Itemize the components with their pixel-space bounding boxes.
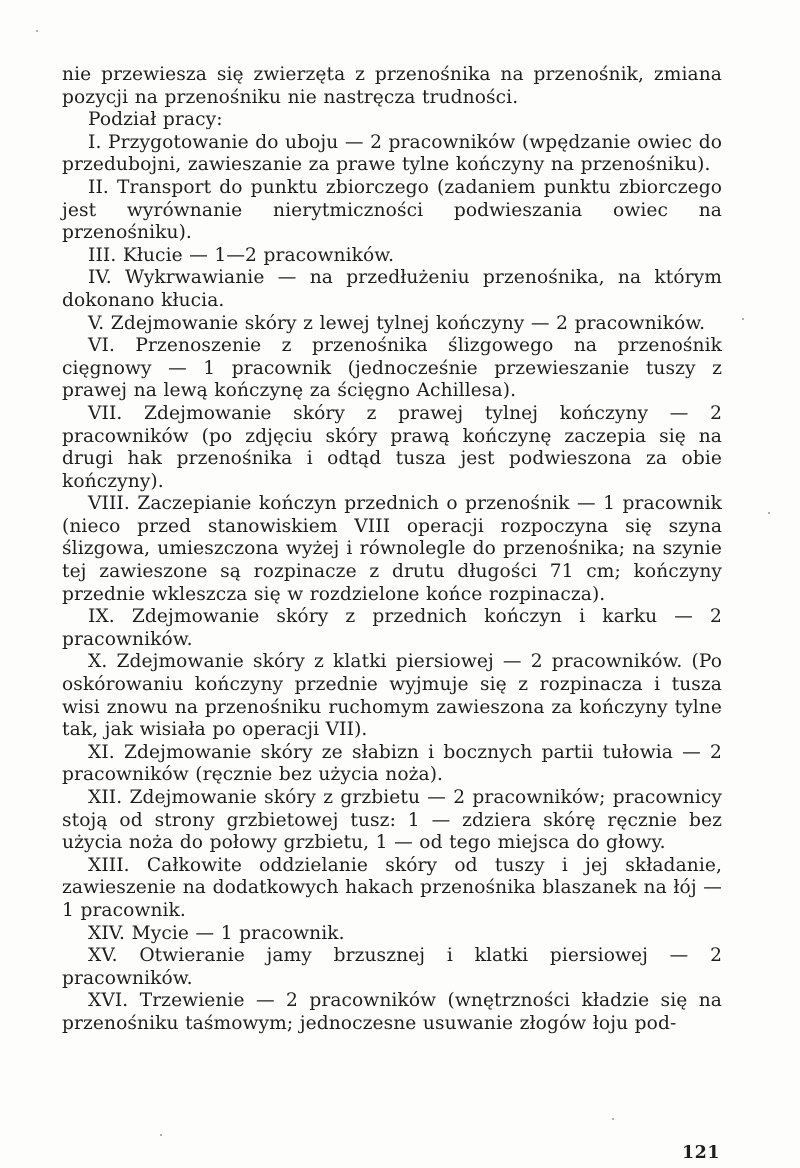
page-body — [62, 64, 722, 1036]
paragraph-step-12: XII. Zdejmowanie skóry z grzbietu — 2 pracowników; pracownicy stoją od strony grzbietowej tusz: 1 — zdziera skórę ręcznie bez użycia noża do połowy grzbietu, 1 — od tego miejsca do głowy. — [62, 787, 722, 854]
paragraph-continuation: nie przewiesza się zwierzęta z przenośnika na przenośnik, zmiana pozycji na przenośniku nie nastręcza trudności. — [62, 64, 722, 108]
paragraph-work-division: Podział pracy: — [88, 109, 223, 131]
paragraph-step-16: XVI. Trzewienie — 2 pracowników (wnętrzności kładzie się na przenośniku taśmowym; jednoczesne usuwanie złogów łoju pod- — [62, 990, 722, 1034]
paper-speck — [36, 30, 38, 32]
paragraph-step-14: XIV. Mycie — 1 pracownik. — [88, 922, 345, 944]
paragraph-step-6: VI. Przenoszenie z przenośnika ślizgowego na przenośnik cięgnowy — 1 pracownik (jednocześnie przewieszanie tuszy z prawej na lewą kończynę za ścięgno Achillesa). — [62, 335, 722, 402]
paper-speck — [768, 512, 770, 514]
paragraph-step-15: XV. Otwieranie jamy brzusznej i klatki piersiowej — 2 pracowników. — [62, 945, 722, 989]
paper-speck — [160, 1134, 162, 1136]
paragraph-step-3: III. Kłucie — 1—2 pracowników. — [88, 244, 395, 266]
paragraph-step-10: X. Zdejmowanie skóry z klatki piersiowej — 2 pracowników. (Po oskórowaniu kończyny przednie wyjmuje się z rozpinacza i tusza wisi znowu na przenośniku ruchomym zawieszona za kończyny tylne tak, jak wisiała po operacji VII). — [62, 651, 722, 741]
paragraph-step-2: II. Transport do punktu zbiorczego (zadaniem punktu zbiorczego jest wyrównanie nierytmiczności podwieszania owiec na przenośniku). — [62, 176, 722, 244]
paper-speck — [742, 318, 744, 320]
paragraph-step-8: VIII. Zaczepianie kończyn przednich o przenośnik — 1 pracownik (nieco przed stanowiskiem VIII operacji rozpoczyna się szyna ślizgowa, umieszczona wyżej i równolegle do przenośnika; na szynie tej zawieszone są rozpinacze z drutu długości 71 cm; kończyny przednie wkleszcza się w rozdzielone końce rozpinacza). — [62, 493, 722, 605]
paragraph-step-5: V. Zdejmowanie skóry z lewej tylnej kończyny — 2 pracowników. — [88, 312, 706, 334]
paragraph-step-7: VII. Zdejmowanie skóry z prawej tylnej kończyny — 2 pracowników (po zdjęciu skóry prawą kończynę zaczepia się na drugi hak przenośnika i odtąd tusza jest podwieszona za obie kończyny). — [62, 402, 722, 492]
paragraph-step-9: IX. Zdejmowanie skóry z przednich kończyn i karku — 2 pracowników. — [62, 606, 722, 650]
paragraph-step-11: XI. Zdejmowanie skóry ze słabizn i bocznych partii tułowia — 2 pracowników (ręcznie bez użycia noża). — [62, 741, 722, 786]
page-number: 121 — [681, 1143, 720, 1163]
paper-speck — [612, 1118, 614, 1120]
paragraph-step-13: XIII. Całkowite oddzielanie skóry od tuszy i jej składanie, zawieszenie na dodatkowych hakach przenośnika blaszanek na łój — 1 pracownik. — [62, 854, 722, 921]
paragraph-step-1: I. Przygotowanie do uboju — 2 pracowników (wpędzanie owiec do przedubojni, zawieszanie za prawe tylne kończyny na przenośniku). — [62, 131, 722, 176]
paragraph-step-4: IV. Wykrwawianie — na przedłużeniu przenośnika, na którym dokonano kłucia. — [62, 267, 722, 311]
